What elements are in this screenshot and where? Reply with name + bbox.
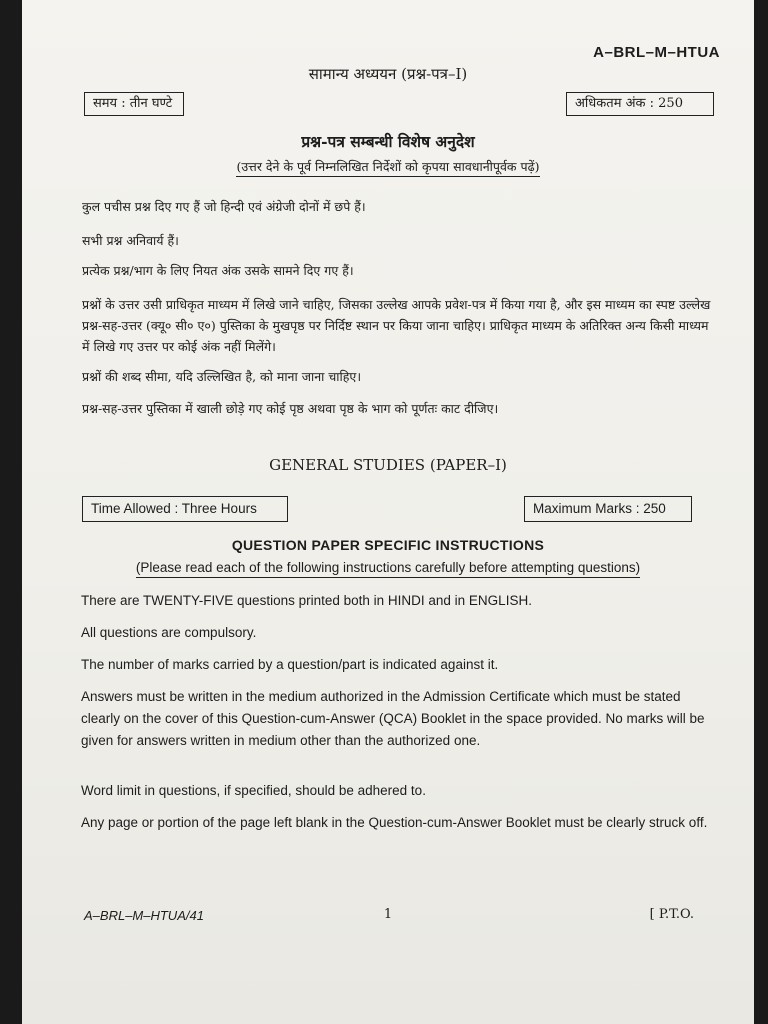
instruction-4: Answers must be written in the medium authorized in the Admission Certificate which must be stated clearly on the cover of this Question-cum-Answer (QCA) Booklet in the space provided. No marks will be given for answers written in medium other than the authorized one. — [81, 689, 705, 748]
hindi-instructions-subheading — [22, 158, 754, 175]
page-number: 1 — [383, 907, 393, 922]
paper-code: A–BRL–M–HTUA — [593, 44, 720, 61]
instruction-6: Any page or portion of the page left blank in the Question-cum-Answer Booklet must be clearly struck off. — [81, 815, 708, 830]
hindi-subheading-text: (उत्तर देने के पूर्व निम्नलिखित निर्देशों को कृपया सावधानीपूर्वक पढ़ें) — [236, 159, 539, 177]
hindi-marks-text: अधिकतम अंक : 250 — [575, 96, 683, 111]
instruction-1: There are TWENTY-FIVE questions printed both in HINDI and in ENGLISH. — [81, 593, 532, 608]
instructions-subheading-text: (Please read each of the following instructions carefully before attempting questions) — [136, 560, 640, 578]
time-allowed-box — [82, 496, 288, 522]
instruction-2: All questions are compulsory. — [81, 625, 257, 640]
instructions-subheading — [22, 560, 754, 575]
instruction-3: The number of marks carried by a question/part is indicated against it. — [81, 657, 499, 672]
exam-page — [22, 0, 754, 1024]
hindi-marks-box — [566, 92, 714, 116]
hindi-instruction-3: प्रत्येक प्रश्न/भाग के लिए नियत अंक उसके सामने दिए गए हैं। — [82, 263, 354, 278]
hindi-paper-title: सामान्य अध्ययन (प्रश्न-पत्र–I) — [308, 65, 468, 83]
hindi-instruction-5: प्रश्नों की शब्द सीमा, यदि उल्लिखित है, को माना जाना चाहिए। — [82, 369, 362, 384]
hindi-time-box — [84, 92, 184, 116]
instruction-5: Word limit in questions, if specified, should be adhered to. — [81, 783, 426, 798]
time-allowed-text: Time Allowed : Three Hours — [91, 501, 257, 516]
footer-paper-code: A–BRL–M–HTUA/41 — [84, 908, 204, 923]
instructions-heading: QUESTION PAPER SPECIFIC INSTRUCTIONS — [231, 537, 545, 553]
maximum-marks-box — [524, 496, 692, 522]
maximum-marks-text: Maximum Marks : 250 — [533, 501, 666, 516]
hindi-instruction-2: सभी प्रश्न अनिवार्य हैं। — [82, 233, 179, 248]
please-turn-over: [ P.T.O. — [649, 907, 694, 922]
hindi-instruction-4: प्रश्नों के उत्तर उसी प्राधिकृत माध्यम में लिखे जाने चाहिए, जिसका उल्लेख आपके प्रवेश-पत्र में किया गया है, और इस माध्यम का स्पष्ट उल्लेख प्रश्न-सह-उत्तर (क्यू० सी० ए०) पुस्तिका के मुखपृष्ठ पर निर्दिष्ट स्थान पर किया जाना चाहिए। प्राधिकृत माध्यम के अतिरिक्त अन्य किसी माध्यम में लिखे गए उत्तर पर कोई अंक नहीं मिलेंगे। — [82, 297, 711, 354]
hindi-instruction-6: प्रश्न-सह-उत्तर पुस्तिका में खाली छोड़े गए कोई पृष्ठ अथवा पृष्ठ के भाग को पूर्णतः काट दीजिए। — [82, 401, 499, 416]
hindi-instructions-heading: प्रश्न-पत्र सम्बन्धी विशेष अनुदेश — [301, 132, 475, 151]
hindi-instruction-1: कुल पचीस प्रश्न दिए गए हैं जो हिन्दी एवं अंग्रेजी दोनों में छपे हैं। — [82, 199, 366, 214]
english-paper-title: GENERAL STUDIES (PAPER–I) — [269, 456, 507, 474]
hindi-time-text: समय : तीन घण्टे — [93, 96, 173, 111]
